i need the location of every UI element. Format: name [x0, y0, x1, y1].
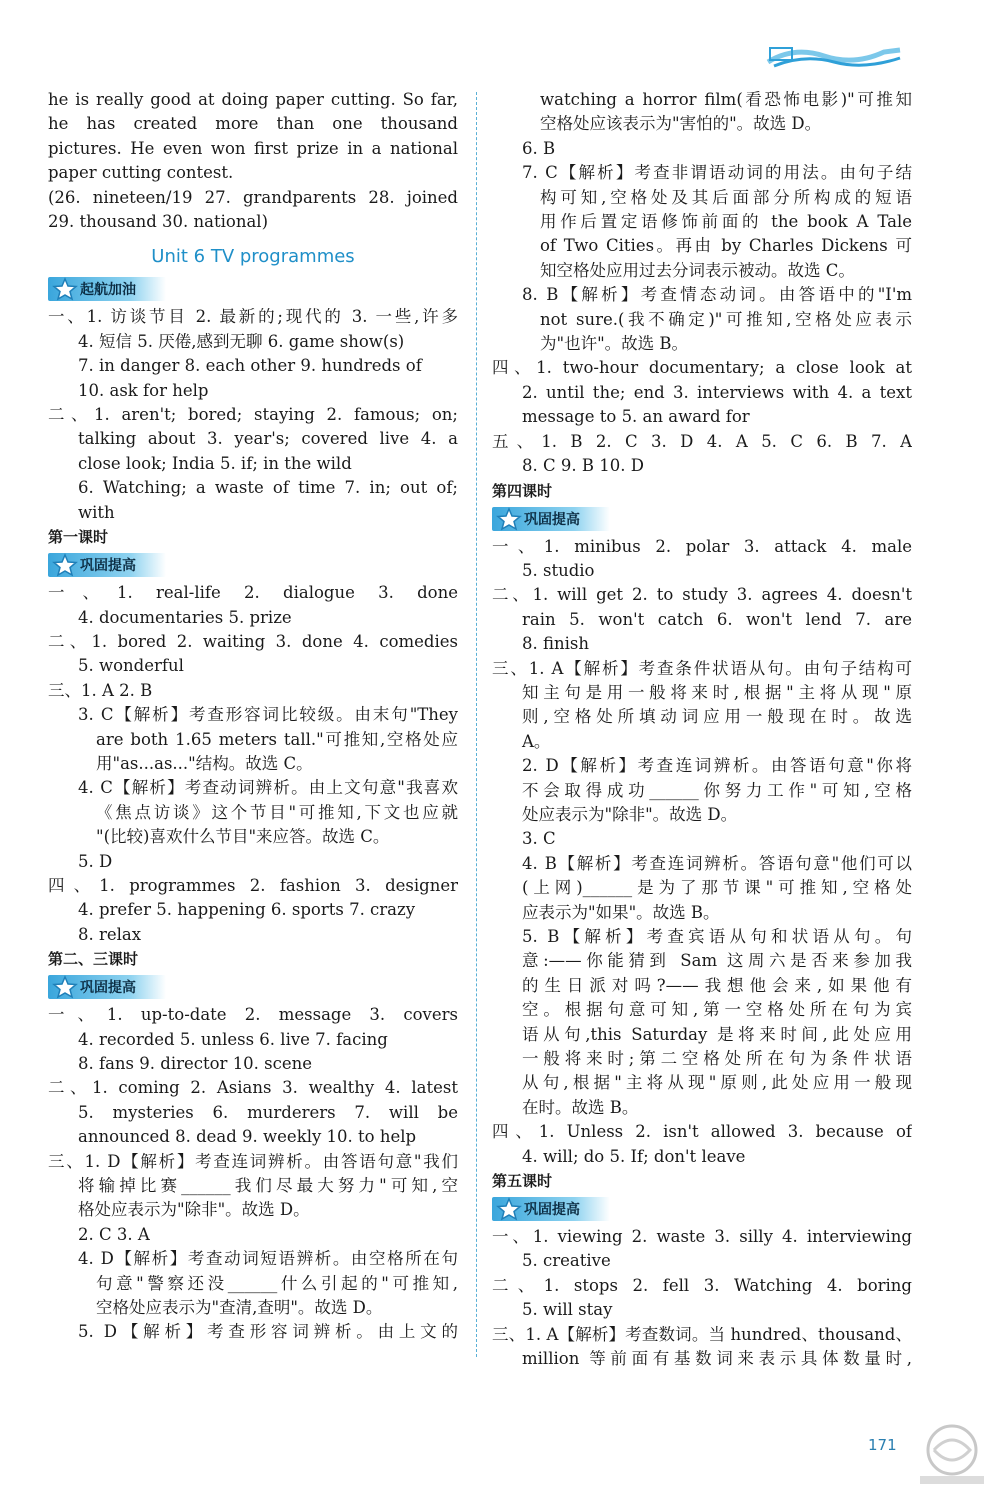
answer-line: 空。根据句意可知,第一空格处所在句为宾	[522, 1000, 912, 1020]
left-answers-block-3	[48, 1003, 458, 1345]
answer-line: 一、1. 访谈节目 2. 最新的;现代的 3. 一些,许多	[48, 307, 458, 327]
star-icon	[52, 553, 78, 577]
answer-line: 29. thousand 30. national)	[48, 212, 269, 232]
section-badge	[492, 1197, 610, 1221]
answer-line: 为"也许"。故选 B。	[540, 334, 689, 354]
right-answers-block-2	[492, 535, 912, 1170]
page-number: 171	[868, 1436, 897, 1454]
answer-line: 用作后置定语修饰前面的 the book A Tale	[540, 212, 912, 232]
answer-line: 意:——你能猜到 Sam 这周六是否来参加我	[522, 951, 912, 971]
answer-line: of Two Cities。再由 by Charles Dickens 可	[540, 236, 912, 256]
answer-line: 二、1. aren't; bored; staying 2. famous; on;	[48, 405, 458, 425]
answer-line: 一、1. viewing 2. waste 3. silly 4. interviewing	[492, 1227, 912, 1247]
answer-line: 五、1. B 2. C 3. D 4. A 5. C 6. B 7. A	[492, 431, 912, 451]
answer-line: (上网)______是为了那节课"可推知,空格处	[522, 878, 912, 898]
answer-line: 5. will stay	[522, 1300, 613, 1320]
answer-line: not sure.(我不确定)"可推知,空格处应表示	[540, 309, 912, 329]
answer-line: 7. in danger 8. each other 9. hundreds of	[78, 356, 422, 376]
answer-line: 5. B【解析】考查宾语从句和状语从句。句	[522, 927, 912, 946]
answer-line: 一、1. minibus 2. polar 3. attack 4. male	[492, 536, 912, 556]
left-answers-block-1	[48, 305, 458, 525]
answer-line: 知主句是用一般将来时,根据"主将从现"原	[522, 682, 912, 702]
answer-line: 应表示为"如果"。故选 B。	[522, 902, 720, 922]
answer-line: 5. D【解析】考查形容词辨析。由上文的	[78, 1322, 458, 1342]
answer-line: with	[78, 502, 115, 522]
answer-line: 10. ask for help	[78, 380, 209, 400]
answer-line: 四、1. Unless 2. isn't allowed 3. because of	[492, 1122, 912, 1142]
answer-line: 空格处应该表示为"害怕的"。故选 D。	[540, 114, 822, 134]
section-badge	[492, 507, 610, 531]
answer-line: 8. finish	[522, 634, 589, 654]
answer-line: 二、1. coming 2. Asians 3. wealthy 4. latest	[48, 1078, 458, 1098]
answer-line: 8. B【解析】考查情态动词。由答语中的"I'm	[522, 285, 912, 305]
answer-line: message to 5. an award for	[522, 407, 750, 427]
unit-title: Unit 6 TV programmes	[151, 246, 355, 268]
answer-line: 8. fans 9. director 10. scene	[78, 1054, 313, 1073]
lesson-heading: 第一课时	[48, 528, 109, 547]
answer-line: 空格处应表示为"查清,查明"。故选 D。	[96, 1298, 383, 1318]
answer-line: 5. D	[78, 851, 113, 871]
answer-line: announced 8. dead 9. weekly 10. to help	[78, 1127, 417, 1147]
answer-line: 语从句,this Saturday 是将来时间,此处应用	[522, 1024, 912, 1044]
answer-line: 一、1. up-to-date 2. message 3. covers	[48, 1005, 458, 1025]
left-intro-text	[48, 88, 458, 234]
answer-line: 3. C	[522, 829, 556, 849]
answer-line: 一、1. real-life 2. dialogue 3. done	[48, 583, 458, 603]
answer-line: 四、1. programmes 2. fashion 3. designer	[48, 875, 458, 895]
answer-line: close look; India 5. if; in the wild	[78, 453, 352, 473]
answer-line: 将输掉比赛______我们尽最大努力"可知,空	[78, 1176, 458, 1196]
answer-line: are both 1.65 meters tall."可推知,空格处应	[96, 729, 458, 749]
answer-line: 二、1. will get 2. to study 3. agrees 4. doesn't	[492, 585, 912, 605]
answer-line: 4. documentaries 5. prize	[78, 607, 292, 627]
star-icon	[52, 277, 78, 301]
answer-line: 三、1. A【解析】考查条件状语从句。由句子结构可	[492, 658, 912, 678]
answer-line: 则,空格处所填动词应用一般现在时。故选	[522, 707, 912, 727]
left-answers-block-2	[48, 581, 458, 947]
right-answers-block-1	[492, 88, 912, 479]
answer-line: 2. C 3. A	[78, 1224, 150, 1244]
answer-line: 用"as...as..."结构。故选 C。	[96, 753, 313, 773]
answer-line: 5. wonderful	[78, 656, 184, 676]
answer-line: 4. will; do 5. If; don't leave	[522, 1146, 746, 1166]
answer-line: watching a horror film(看恐怖电影)"可推知	[540, 90, 912, 109]
right-answers-block-3	[492, 1225, 912, 1371]
answer-line: pictures. He even won first prize in a national	[48, 138, 458, 158]
star-icon	[52, 975, 78, 999]
answer-line: 5. mysteries 6. murderers 7. will be	[78, 1102, 458, 1122]
badge-label: 起航加油	[80, 282, 136, 299]
answer-line: 8. relax	[78, 924, 142, 944]
answer-line: 句意"警察还没______什么引起的"可推知,	[96, 1273, 458, 1293]
watermark-logo	[912, 1420, 992, 1488]
answer-line: 的生日派对吗?——我想他会来,如果他有	[522, 975, 912, 995]
answer-line: 2. D【解析】考查连词辨析。由答语句意"你将	[522, 756, 912, 776]
answer-line: 4. D【解析】考查动词短语辨析。由空格所在句	[78, 1249, 458, 1269]
answer-line: 6. B	[522, 138, 556, 158]
answer-line: (26. nineteen/19 27. grandparents 28. joined	[48, 187, 458, 207]
star-icon	[496, 1197, 522, 1221]
star-icon	[496, 507, 522, 531]
answer-line: he is really good at doing paper cutting. So far,	[48, 90, 458, 109]
answer-line: 4. prefer 5. happening 6. sports 7. crazy	[78, 900, 416, 920]
answer-line: paper cutting contest.	[48, 163, 234, 183]
answer-line: 在时。故选 B。	[522, 1097, 639, 1117]
column-divider	[476, 92, 477, 1357]
answer-line: million 等前面有基数词来表示具体数量时,	[522, 1349, 912, 1369]
section-badge	[48, 277, 166, 301]
answer-line: rain 5. won't catch 6. won't lend 7. are	[522, 609, 912, 629]
badge-label: 巩固提高	[80, 980, 136, 997]
section-badge	[48, 553, 166, 577]
answer-line: 三、1. A 2. B	[48, 680, 153, 700]
badge-label: 巩固提高	[524, 511, 580, 528]
left-column	[48, 88, 458, 1345]
answer-line: 二、1. stops 2. fell 3. Watching 4. boring	[492, 1275, 912, 1295]
answer-line: 4. B【解析】考查连词辨析。答语句意"他们可以	[522, 853, 912, 873]
lesson-heading: 第五课时	[492, 1172, 553, 1191]
answer-line: 四、1. two-hour documentary; a close look at	[492, 358, 912, 378]
answer-line: 3. C【解析】考查形容词比较级。由末句"They	[78, 705, 458, 725]
answer-line: 知空格处应用过去分词表示被动。故选 C。	[540, 260, 855, 280]
answer-line: he has created more than one thousand	[48, 114, 458, 134]
right-column	[492, 88, 912, 1372]
answer-line: talking about 3. year's; covered live 4. a	[78, 429, 458, 449]
answer-line: 三、1. A【解析】考查数词。当 hundred、thousand、	[492, 1324, 912, 1344]
answer-line: "(比较)喜欢什么节目"来应答。故选 C。	[96, 827, 390, 847]
answer-line: 不会取得成功______你努力工作"可知,空格	[522, 780, 912, 800]
answer-line: 8. C 9. B 10. D	[522, 456, 644, 476]
answer-line: 7. C【解析】考查非谓语动词的用法。由句子结	[522, 163, 912, 183]
answer-line: 处应表示为"除非"。故选 D。	[522, 804, 738, 824]
answer-line: 三、1. D【解析】考查连词辨析。由答语句意"我们	[48, 1151, 458, 1171]
answer-line: 从句,根据"主将从现"原则,此处应用一般现	[522, 1073, 912, 1093]
answer-line: A。	[522, 731, 551, 751]
answer-line: 构可知,空格处及其后面部分所构成的短语	[540, 187, 912, 207]
badge-label: 巩固提高	[524, 1202, 580, 1219]
lesson-heading: 第四课时	[492, 481, 553, 500]
answer-line: 5. creative	[522, 1251, 611, 1271]
answer-line: 2. until the; end 3. interviews with 4. a text	[522, 382, 912, 402]
answer-line: 4. recorded 5. unless 6. live 7. facing	[78, 1029, 388, 1049]
answer-line: 一般将来时;第二空格处所在句为条件状语	[522, 1049, 912, 1069]
answer-line: 格处应表示为"除非"。故选 D。	[78, 1200, 310, 1220]
section-badge	[48, 975, 166, 999]
badge-label: 巩固提高	[80, 558, 136, 575]
answer-line: 4. C【解析】考查动词辨析。由上文句意"我喜欢	[78, 778, 458, 798]
answer-line: 4. 短信 5. 厌倦,感到无聊 6. game show(s)	[78, 331, 405, 351]
lesson-heading: 第二、三课时	[48, 950, 139, 969]
answer-line: 5. studio	[522, 560, 595, 580]
answer-line: 《焦点访谈》这个节目"可推知,下文也应就	[96, 802, 458, 822]
answer-line: 6. Watching; a waste of time 7. in; out of;	[78, 478, 458, 498]
answer-line: 二、1. bored 2. waiting 3. done 4. comedies	[48, 631, 458, 651]
wave-decoration-icon	[764, 44, 904, 70]
